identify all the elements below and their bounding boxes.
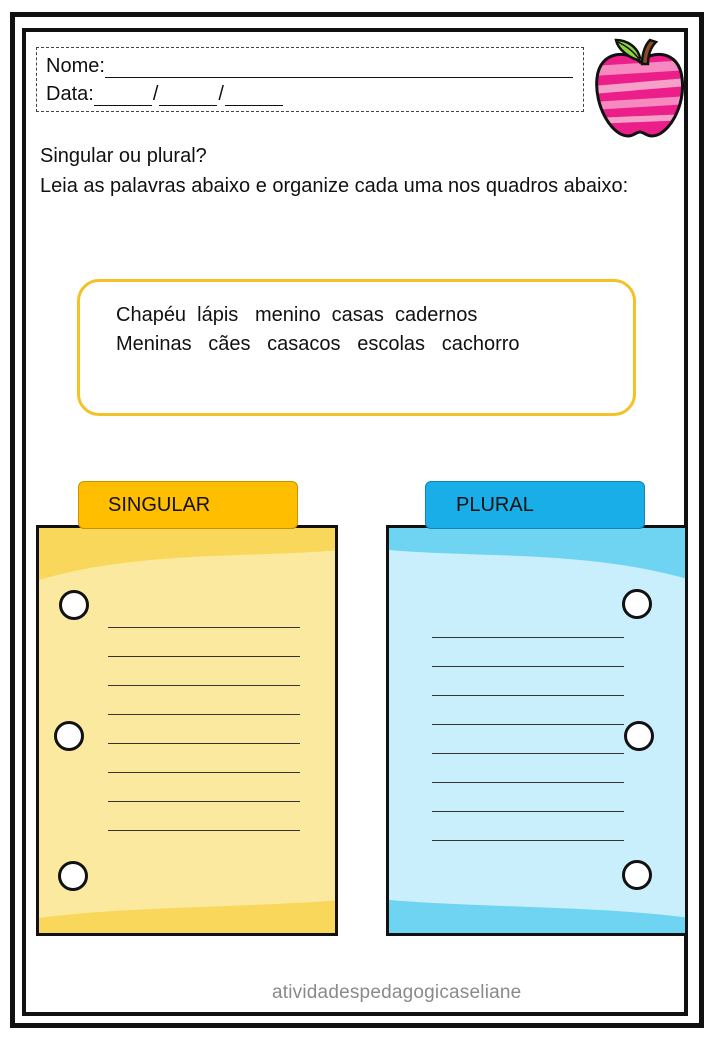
- singular-sheet: [36, 525, 338, 936]
- apple-icon: [592, 36, 688, 142]
- instruction-text: Leia as palavras abaixo e organize cada uma nos quadros abaixo:: [40, 175, 629, 197]
- answer-line[interactable]: [108, 714, 300, 715]
- answer-line[interactable]: [432, 666, 624, 667]
- name-field: [46, 55, 573, 78]
- date-field: [46, 83, 283, 106]
- name-input-line[interactable]: [105, 57, 573, 78]
- answer-line[interactable]: [108, 830, 300, 831]
- date-month-line[interactable]: [159, 85, 217, 106]
- answer-line[interactable]: [108, 685, 300, 686]
- answer-line[interactable]: [432, 724, 624, 725]
- binder-hole: [58, 861, 88, 891]
- answer-line[interactable]: [432, 637, 624, 638]
- answer-line[interactable]: [432, 753, 624, 754]
- word-bank-line: Chapéu lápis menino casas cadernos: [116, 304, 478, 326]
- binder-hole: [622, 860, 652, 890]
- singular-label: SINGULAR: [108, 493, 211, 516]
- footer-credit: atividadespedagogicaseliane: [272, 982, 522, 1003]
- answer-line[interactable]: [108, 801, 300, 802]
- binder-hole: [622, 589, 652, 619]
- plural-sheet: [386, 525, 688, 936]
- date-year-line[interactable]: [225, 85, 283, 106]
- plural-label-tab: [425, 481, 645, 529]
- answer-line[interactable]: [108, 656, 300, 657]
- answer-line[interactable]: [108, 743, 300, 744]
- answer-line[interactable]: [432, 782, 624, 783]
- singular-label-tab: [78, 481, 298, 529]
- word-bank-line: Meninas cães casacos escolas cachorro: [116, 333, 520, 355]
- answer-line[interactable]: [432, 840, 624, 841]
- answer-line[interactable]: [432, 811, 624, 812]
- date-separator: /: [218, 83, 224, 105]
- binder-hole: [54, 721, 84, 751]
- binder-hole: [59, 590, 89, 620]
- name-label: Nome:: [46, 55, 105, 77]
- binder-hole: [624, 721, 654, 751]
- answer-line[interactable]: [108, 772, 300, 773]
- date-separator: /: [152, 83, 159, 105]
- date-day-line[interactable]: [94, 85, 152, 106]
- instruction-title: Singular ou plural?: [40, 145, 207, 167]
- plural-label: PLURAL: [456, 493, 534, 516]
- answer-line[interactable]: [432, 695, 624, 696]
- answer-line[interactable]: [108, 627, 300, 628]
- date-label: Data:: [46, 83, 94, 105]
